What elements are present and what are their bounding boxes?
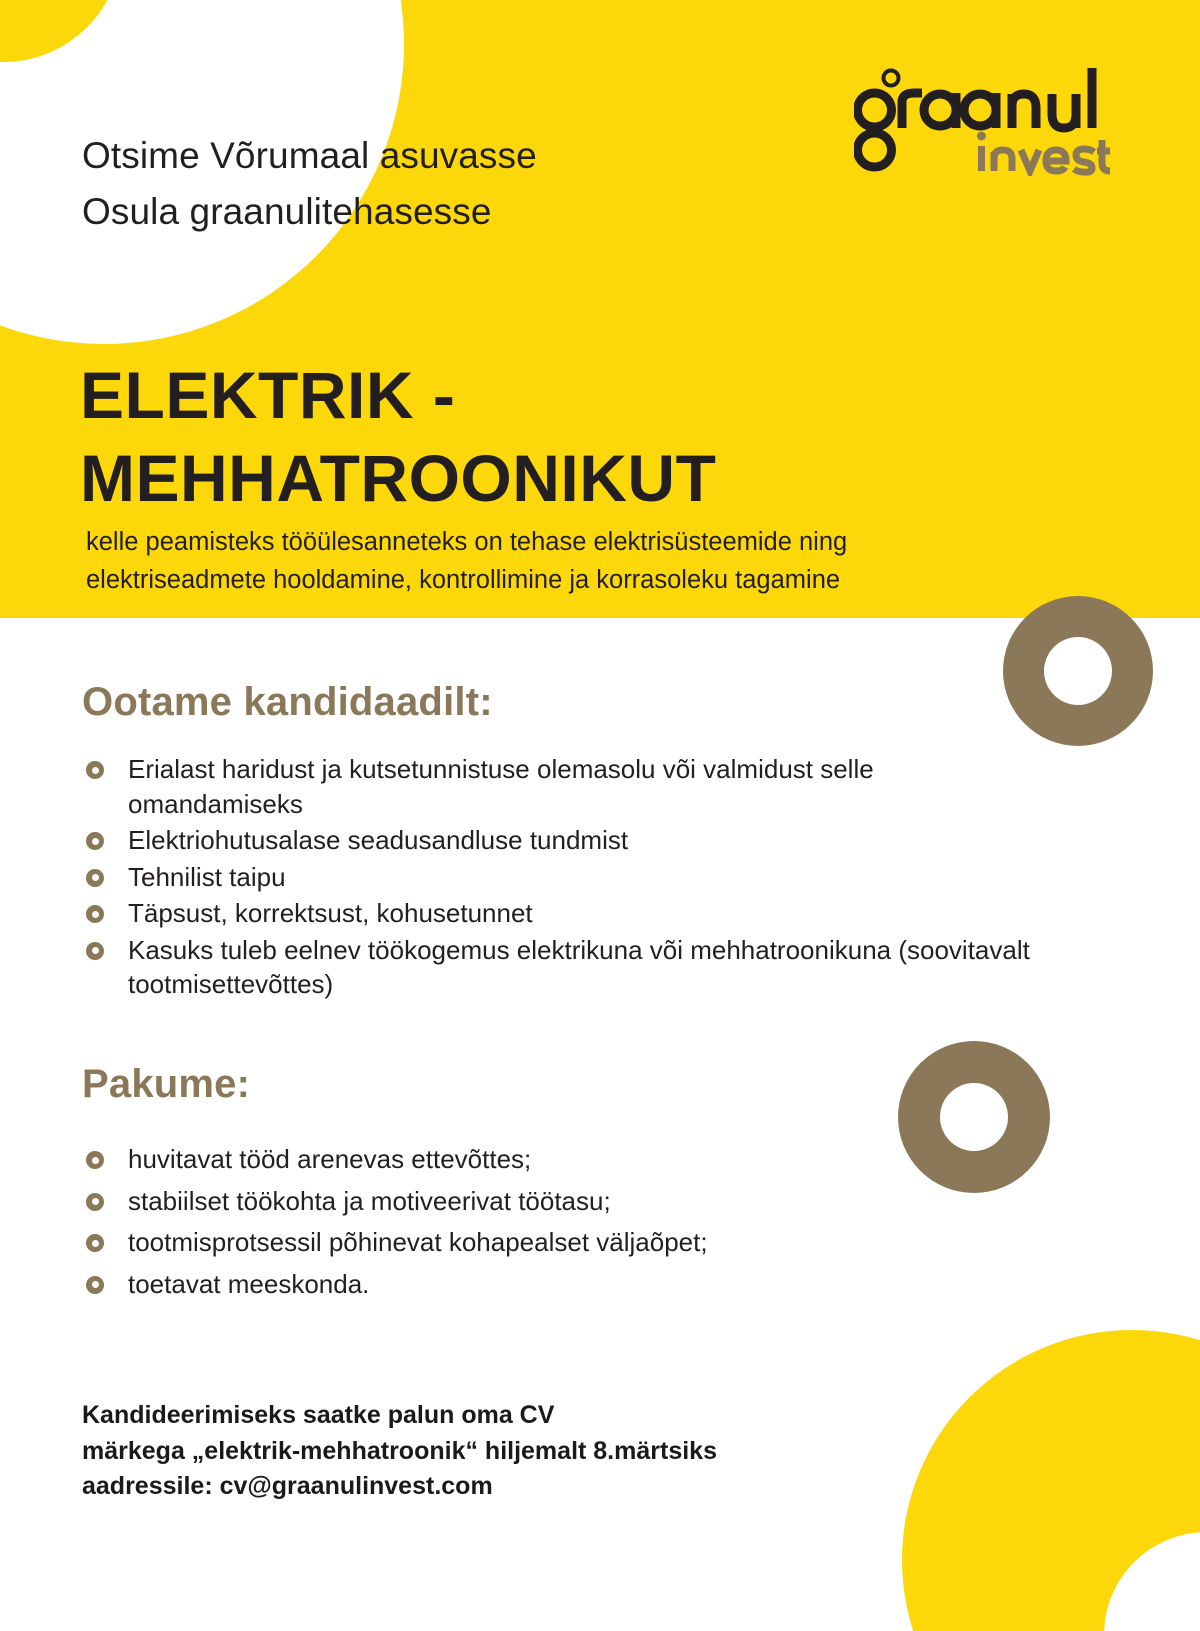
bullet-ring-icon: [86, 1193, 104, 1211]
list-item: [82, 1184, 1032, 1219]
page-title: ELEKTRIK - MEHHATROONIKUT: [80, 358, 717, 516]
requirements-heading: Ootame kandidaadilt:: [82, 680, 493, 724]
job-subtitle-line-1: kelle peamisteks tööülesanneteks on tehase elektrisüsteemide ning: [86, 528, 848, 556]
list-item-label: Elektriohutusalase seadusandluse tundmist: [128, 825, 629, 856]
job-subtitle-line-2: elektriseadmete hooldamine, kontrollimine ja korrasoleku tagamine: [86, 565, 841, 594]
bullet-ring-icon: [86, 1276, 104, 1294]
list-item: [82, 1225, 1032, 1260]
list-item-label: tootmisprotsessil põhinevat kohapealset väljaõpet;: [128, 1227, 708, 1258]
bullet-ring-icon: [86, 1234, 104, 1252]
contact-line-1: Kandideerimiseks saatke palun oma CV: [82, 1401, 555, 1429]
offer-heading: Pakume:: [82, 1062, 251, 1106]
decorative-brown-ring-upper-hole: [1044, 637, 1112, 705]
lead-line-1: Otsime Võrumaal asuvasse: [82, 135, 537, 176]
bullet-ring-icon: [86, 1151, 104, 1169]
list-item: [82, 1267, 1032, 1302]
list-item-label: Erialast haridust ja kutsetunnistuse olemasolu või valmidust selle omandamiseks: [128, 754, 874, 819]
list-item-label: Täpsust, korrektsust, kohusetunnet: [128, 898, 533, 929]
list-item: [82, 752, 1032, 821]
contact-line-2: märkega „elektrik-mehhatroonik“ hiljemalt 8.märtsiks: [82, 1436, 717, 1465]
requirements-list: [82, 752, 1032, 1004]
list-item-label: stabiilset töökohta ja motiveerivat töötasu;: [128, 1185, 611, 1216]
bullet-ring-icon: [86, 942, 104, 960]
graanul-invest-logo: [854, 66, 1114, 176]
list-item: [82, 823, 1032, 858]
bullet-ring-icon: [86, 905, 104, 923]
list-item-label: toetavat meeskonda.: [128, 1268, 370, 1299]
bullet-ring-icon: [86, 761, 104, 779]
list-item: [82, 1142, 1032, 1177]
lead-line-2: Osula graanulitehasesse: [82, 190, 492, 232]
list-item-label: Tehnilist taipu: [128, 861, 286, 892]
list-item: [82, 933, 1032, 1002]
bullet-ring-icon: [86, 869, 104, 887]
contact-line-3: aadressile: cv@graanulinvest.com: [82, 1472, 493, 1500]
job-subtitle: [86, 524, 847, 599]
list-item-label: Kasuks tuleb eelnev töökogemus elektrikuna või mehhatroonikuna (soovitavalt tootmisettevõttes): [128, 934, 1030, 1000]
offer-list: [82, 1142, 1032, 1308]
list-item-label: huvitavat tööd arenevas ettevõttes;: [128, 1144, 532, 1174]
lead-text: [82, 128, 537, 239]
bullet-ring-icon: [86, 832, 104, 850]
decorative-brown-ring-lower-hole: [940, 1083, 1008, 1151]
list-item: [82, 896, 1032, 931]
list-item: [82, 860, 1032, 895]
contact-block: [82, 1398, 717, 1505]
